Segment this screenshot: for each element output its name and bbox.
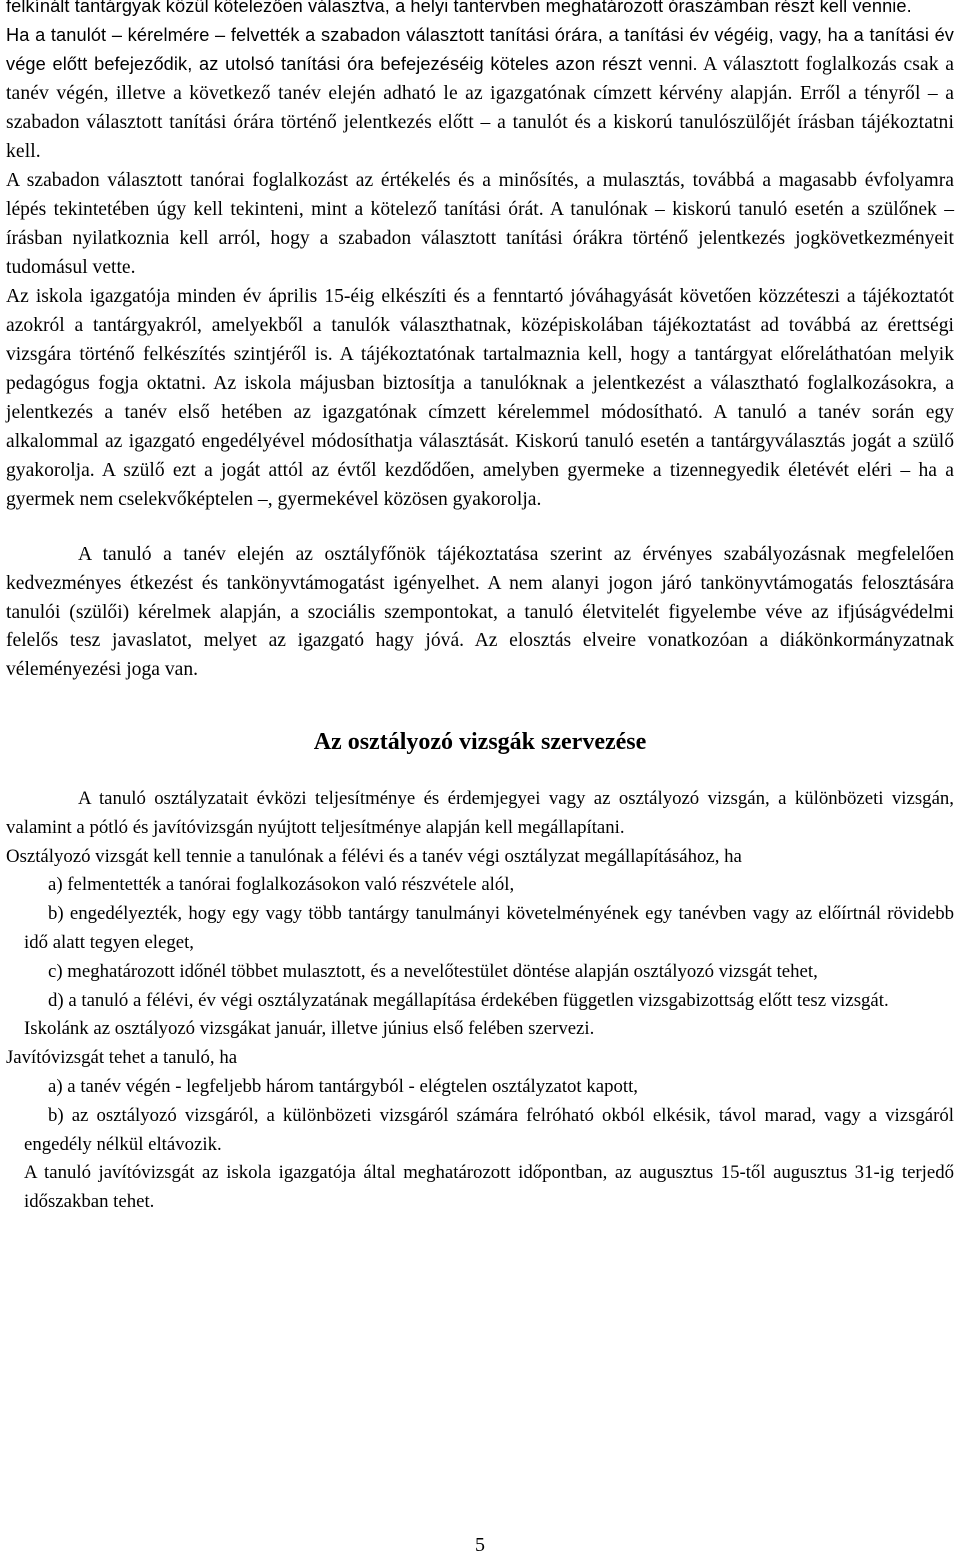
paragraph-optional-attendance-b: A választott foglalkozás csak a tanév végén, illetve a következő tanév elején adható le az igazgatónak címzett kérvény alapján. xyxy=(6,54,954,104)
paragraph-support xyxy=(6,541,954,685)
section-optional-lessons xyxy=(6,0,954,166)
list-item: b) engedélyezték, hogy egy vagy több tantárgy tanulmányi követelményének egy tanévben vagy az előírtnál rövidebb idő alatt tegyen eleget, xyxy=(24,903,954,953)
exam-conditions-list xyxy=(6,871,954,1015)
list-item: c) meghatározott időnél többet mulasztott, és a nevelőtestület döntése alapján osztályozó vizsgát tehet, xyxy=(48,960,818,982)
paragraph-resit-conditions: Javítóvizsgát tehet a tanuló, ha xyxy=(6,1047,238,1069)
paragraph-optional-attendance-a: Ha a tanulót – kérelmére – felvették a szabadon választott tanítási órára, a tanítási év végéig, vagy, ha a tanítási év vége előtt befejeződik, az utolsó tanítási óra befejezéséig köteles azon részt venni. xyxy=(6,25,954,74)
paragraph-resit-schedule: A tanuló javítóvizsgát az iskola igazgatója által meghatározott időpontban, az augusztus 15-től augusztus 31-ig terjedő időszakban tehet. xyxy=(24,1162,954,1213)
list-item: b) az osztályozó vizsgáról, a különbözeti vizsgáról számára felróható okból elkésik, távol marad, vagy a vizsgáról engedély nélkül eltávozik. xyxy=(24,1104,954,1155)
paragraph-grades: A tanuló osztályzatait évközi teljesítménye és érdemjegyei vagy az osztályozó vizsgán, a különbözeti vizsgán, valamint a pótló és javítóvizsgán nyújtott teljesítménye alapján kell megállapítani. xyxy=(6,787,954,838)
paragraph-optional-attendance xyxy=(6,21,954,166)
paragraph-exam-schedule: Iskolánk az osztályozó vizsgákat január, illetve június első felében szervezi. xyxy=(24,1018,595,1040)
list-item: a) a tanév végén - legfeljebb három tantárgyból - elégtelen osztályzatot kapott, xyxy=(48,1075,638,1097)
paragraph-exam-conditions: Osztályozó vizsgát kell tennie a tanulónak a félévi és a tanév végi osztályzat megállapításához, ha xyxy=(6,845,742,867)
list-item: a) felmentették a tanórai foglalkozásokon való részvétele alól, xyxy=(48,874,515,896)
resit-conditions-list xyxy=(6,1073,954,1159)
heading-exams: Az osztályozó vizsgák szervezése xyxy=(313,728,647,755)
paragraph-support-text: A tanuló a tanév elején az osztályfőnök tájékoztatása szerint az érvényes szabályozásnak megfelelően kedvezményes étkezést és tankönyvtámogatást igényelhet. A nem alanyi jogon járó tankönyvtámogatás felosztására tanulói (szülői) kérelmek alapján, a szociális szempontokat, a tanuló életvitelét figyelembe véve az ifjúságvédelmi felelős tesz javaslatot, melyet az igazgató hagy jóvá. Az elosztás elveire vonatkozóan a diákönkormányzatnak véleményezési joga van. xyxy=(6,544,954,681)
paragraph-evaluation: A szabadon választott tanórai foglalkozást az értékelés és a minősítés, a mulasztás, továbbá a magasabb évfolyamra lépés tekintetében úgy kell tekinteni, mint a kötelező tanítási órát. A tanulónak – kiskorú tanuló esetén a szülőnek – írásban nyilatkoznia kell arról, hogy a szabadon választott tanítási órákra történő jelentkezés jogkövetkezményeit tudomásul vette. xyxy=(6,170,954,278)
paragraph-intro: felkínált tantárgyak közül kötelezően választva, a helyi tantervben meghatározott óraszámban részt kell vennie. xyxy=(6,0,912,16)
paragraph-optional-attendance-c: Erről a tényről – a szabadon választott tanítási órára történő jelentkezés előtt – a tanulót és a kiskorú tanulószülőjét írásban tájékoztatni kell. xyxy=(6,83,954,162)
list-item: d) a tanuló a félévi, év végi osztályzatának megállapítása érdekében független vizsgabizottság előtt tesz vizsgát. xyxy=(48,989,889,1011)
section-exams xyxy=(6,785,954,1217)
section-evaluation xyxy=(6,166,954,514)
paragraph-director-info: Az iskola igazgatója minden év április 15-éig elkészíti és a fenntartó jóváhagyását követően közzéteszi a tájékoztatót azokról a tantárgyakról, amelyekből a tanulók választhatnak, középiskolában tájékoztatást ad továbbá az érettségi vizsgára történő felkészítés szintjéről is. A tájékoztatónak tartalmaznia kell, hogy a tantárgyat előreláthatóan melyik pedagógus fogja oktatni. Az iskola májusban biztosítja a tanulóknak a jelentkezést a választható foglalkozásokra, a jelentkezés a tanév első hetében az igazgatónak címzett kérelemmel módosítható. A tanuló a tanév során egy alkalommal az igazgató engedélyével módosíthatja választását. Kiskorú tanuló esetén a tantárgyválasztás jogát a szülő gyakorolja. A szülő ezt a jogát attól az évtől kezdődően, amelyben gyermeke a tizennegyedik életévét eléri – ha a gyermek nem cselekvőképtelen –, gyermekével közösen gyakorolja. xyxy=(6,286,954,510)
section-support xyxy=(6,541,954,685)
page-number: 5 xyxy=(475,1534,485,1556)
